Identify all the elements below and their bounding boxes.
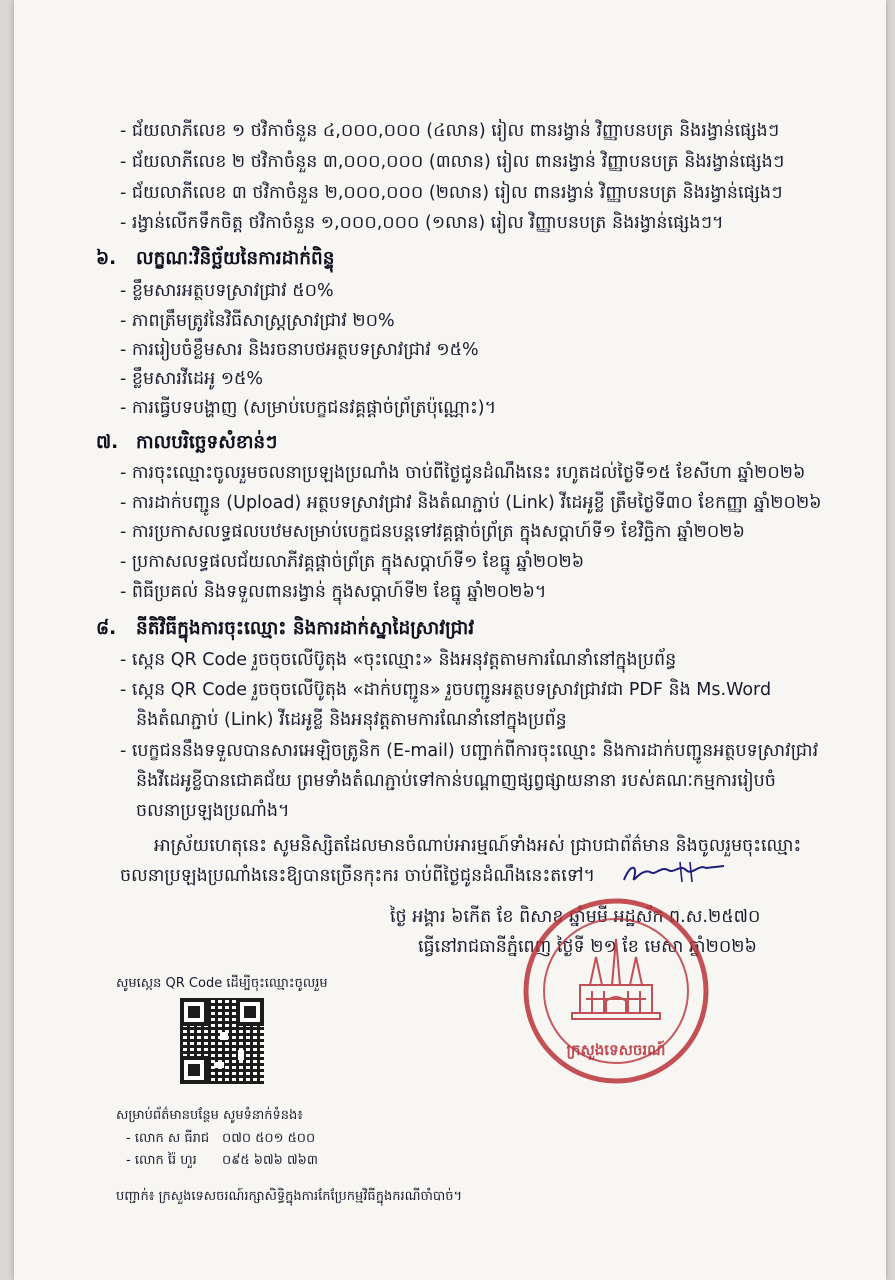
- contact-phone[interactable]: ០៧០ ៥០១ ៥០០: [222, 1131, 316, 1146]
- procedure-item-cont: និងតំណភ្ជាប់ (Link) វីដេអូខ្លី និងអនុវត្តតាមការណែនាំនៅក្នុងប្រព័ន្ធ: [136, 710, 567, 730]
- date-lunar: ថ្ងៃ អង្គារ ៦កើត ខែ ពិសាខ ឆ្នាំមមី អដ្ឋស័ក ព.ស.២៥៧០: [390, 907, 761, 927]
- section-heading: [96, 431, 277, 455]
- date-item: - ពិធីប្រគល់ និងទទួលពានរង្វាន់ ក្នុងសប្តាហ៍ទី២ ខែធ្នូ ឆ្នាំ២០២៦។: [120, 582, 547, 602]
- contact-name: - លោក រ៉ៃ ហួរ: [126, 1153, 197, 1168]
- date-solar: ធ្វើនៅរាជធានីភ្នំពេញ ថ្ងៃទី ២១ ខែ មេសា ឆ្នាំ២០២៦: [418, 937, 757, 957]
- procedure-item: - ស្កេន QR Code រួចចុចលើប៊ូតុង «ដាក់បញ្ជូន» រួចបញ្ជូនអត្ថបទស្រាវជ្រាវជា PDF និង Ms.Word: [120, 680, 772, 700]
- contact-name: - លោក ស ធីរាជ: [126, 1131, 210, 1146]
- date-item: - ប្រកាសលទ្ធផលជ័យលាភីវគ្គផ្តាច់ព្រ័ត្រ ក្នុងសប្តាហ៍ទី១ ខែធ្នូ ឆ្នាំ២០២៦: [120, 552, 585, 572]
- prize-item: - ជ័យលាភីលេខ ២ ថវិកាចំនួន ៣,០០០,០០០ (៣លាន) រៀល ពានរង្វាន់ វិញ្ញាបនបត្រ និងរង្វាន់ផ្សេងៗ: [120, 152, 785, 172]
- section-title: កាលបរិច្ឆេទសំខាន់ៗ: [136, 432, 278, 453]
- prize-item: - រង្វាន់លើកទឹកចិត្ត ថវិកាចំនួន ១,០០០,០០០ (១លាន) រៀល វិញ្ញាបនបត្រ និងរង្វាន់ផ្សេងៗ។: [120, 213, 724, 233]
- criteria-item: - ខ្លឹមសារវីដេអូ ១៥%: [120, 369, 264, 389]
- qr-module-gap: [238, 1050, 244, 1060]
- qr-finder: [180, 998, 208, 1026]
- seal-text: ក្រសួងទេសចរណ៍: [566, 1041, 666, 1059]
- closing-paragraph-cont: ចលនាប្រឡងប្រណាំងនេះឱ្យបានច្រើនកុះករ ចាប់ពីថ្ងៃជូនដំណឹងនេះតទៅ។: [120, 866, 596, 886]
- qr-module-gap: [220, 1032, 228, 1040]
- signature: [620, 858, 730, 888]
- date-item: - ការប្រកាសលទ្ធផលបឋមសម្រាប់បេក្ខជនបន្តទៅវគ្គផ្តាច់ព្រ័ត្រ ក្នុងសប្តាហ៍ទី១ ខែវិច្ឆិកា ឆ្នាំ២០២៦: [120, 522, 745, 542]
- criteria-item: - ភាពត្រឹមត្រូវនៃវិធីសាស្ត្រស្រាវជ្រាវ ២០%: [120, 311, 395, 331]
- prize-item: - ជ័យលាភីលេខ ១ ថវិកាចំនួន ៤,០០០,០០០ (៤លាន) រៀល ពានរង្វាន់ វិញ្ញាបនបត្រ និងរង្វាន់ផ្សេងៗ: [120, 121, 780, 141]
- criteria-item: - ការរៀបចំខ្លឹមសារ និងរចនាបថអត្ថបទស្រាវជ្រាវ ១៥%: [120, 340, 479, 360]
- criteria-item: - ការធ្វើបទបង្ហាញ (សម្រាប់បេក្ខជនវគ្គផ្តាច់ព្រ័ត្រប៉ុណ្ណោះ)។: [120, 398, 497, 418]
- registration-qr-code[interactable]: [180, 998, 264, 1084]
- footer-note: បញ្ជាក់៖ ក្រសួងទេសចរណ៍រក្សាសិទ្ធិក្នុងការកែប្រែកម្មវិធីក្នុងករណីចាំបាច់។: [116, 1189, 463, 1204]
- qr-caption: សូមស្កេន QR Code ដើម្បីចុះឈ្មោះចូលរួម: [116, 976, 328, 991]
- qr-finder: [180, 1056, 208, 1084]
- procedure-item: - ស្កេន QR Code រួចចុចលើប៊ូតុង «ចុះឈ្មោះ» និងអនុវត្តតាមការណែនាំនៅក្នុងប្រព័ន្ធ: [120, 650, 677, 670]
- criteria-item: - ខ្លឹមសារអត្ថបទស្រាវជ្រាវ ៥០%: [120, 281, 334, 301]
- section-title: លក្ខណៈវិនិច្ឆ័យនៃការដាក់ពិន្ទុ: [136, 248, 335, 269]
- procedure-item-cont: ចលនាប្រឡងប្រណាំង។: [136, 801, 290, 821]
- official-seal: [520, 895, 712, 1087]
- section-number: ៦.: [96, 248, 117, 269]
- qr-module-gap: [214, 1062, 224, 1068]
- date-item: - ការចុះឈ្មោះចូលរួមចលនាប្រឡងប្រណាំង ចាប់ពីថ្ងៃជូនដំណឹងនេះ រហូតដល់ថ្ងៃទី១៥ ខែសីហា ឆ្នាំ២០២៦: [120, 463, 806, 483]
- prize-item: - ជ័យលាភីលេខ ៣ ថវិកាចំនួន ២,០០០,០០០ (២លាន) រៀល ពានរង្វាន់ វិញ្ញាបនបត្រ និងរង្វាន់ផ្សេងៗ: [120, 183, 783, 203]
- document-page: [14, 0, 886, 1280]
- procedure-item: - បេក្ខជននឹងទទួលបានសារអេឡិចត្រូនិក (E-mail) បញ្ជាក់ពីការចុះឈ្មោះ និងការដាក់បញ្ជូនអត្ថបទស្រាវជ្រាវ: [120, 741, 819, 761]
- section-title: នីតិវិធីក្នុងការចុះឈ្មោះ និងការដាក់ស្នាដៃស្រាវជ្រាវ: [136, 618, 475, 639]
- procedure-item-cont: និងវីដេអូខ្លីបានជោគជ័យ ព្រមទាំងតំណភ្ជាប់ទៅកាន់បណ្តាញផ្សព្វផ្សាយនានា របស់គណៈកម្មការរៀបចំ: [136, 771, 776, 791]
- qr-finder: [236, 998, 264, 1026]
- contact-heading: សម្រាប់ព័ត៌មានបន្ថែម សូមទំនាក់ទំនង៖: [116, 1108, 304, 1123]
- closing-paragraph: អាស្រ័យហេតុនេះ សូមនិស្សិតដែលមានចំណាប់អារម្មណ៍ទាំងអស់ ជ្រាបជាព័ត៌មាន និងចូលរួមចុះឈ្មោះ: [154, 836, 802, 856]
- date-item: - ការដាក់បញ្ជូន (Upload) អត្ថបទស្រាវជ្រាវ និងតំណភ្ជាប់ (Link) វីដេអូខ្លី ត្រឹមថ្ងៃទី៣០ ខែកញ្ញា ឆ្នាំ២០២៦: [120, 493, 822, 513]
- section-number: ៨.: [96, 618, 117, 639]
- section-number: ៧.: [96, 432, 119, 453]
- section-heading: [96, 617, 474, 641]
- section-heading: [96, 247, 335, 271]
- contact-phone[interactable]: ០៩៥ ៦៧៦ ៧៦៣: [222, 1153, 318, 1168]
